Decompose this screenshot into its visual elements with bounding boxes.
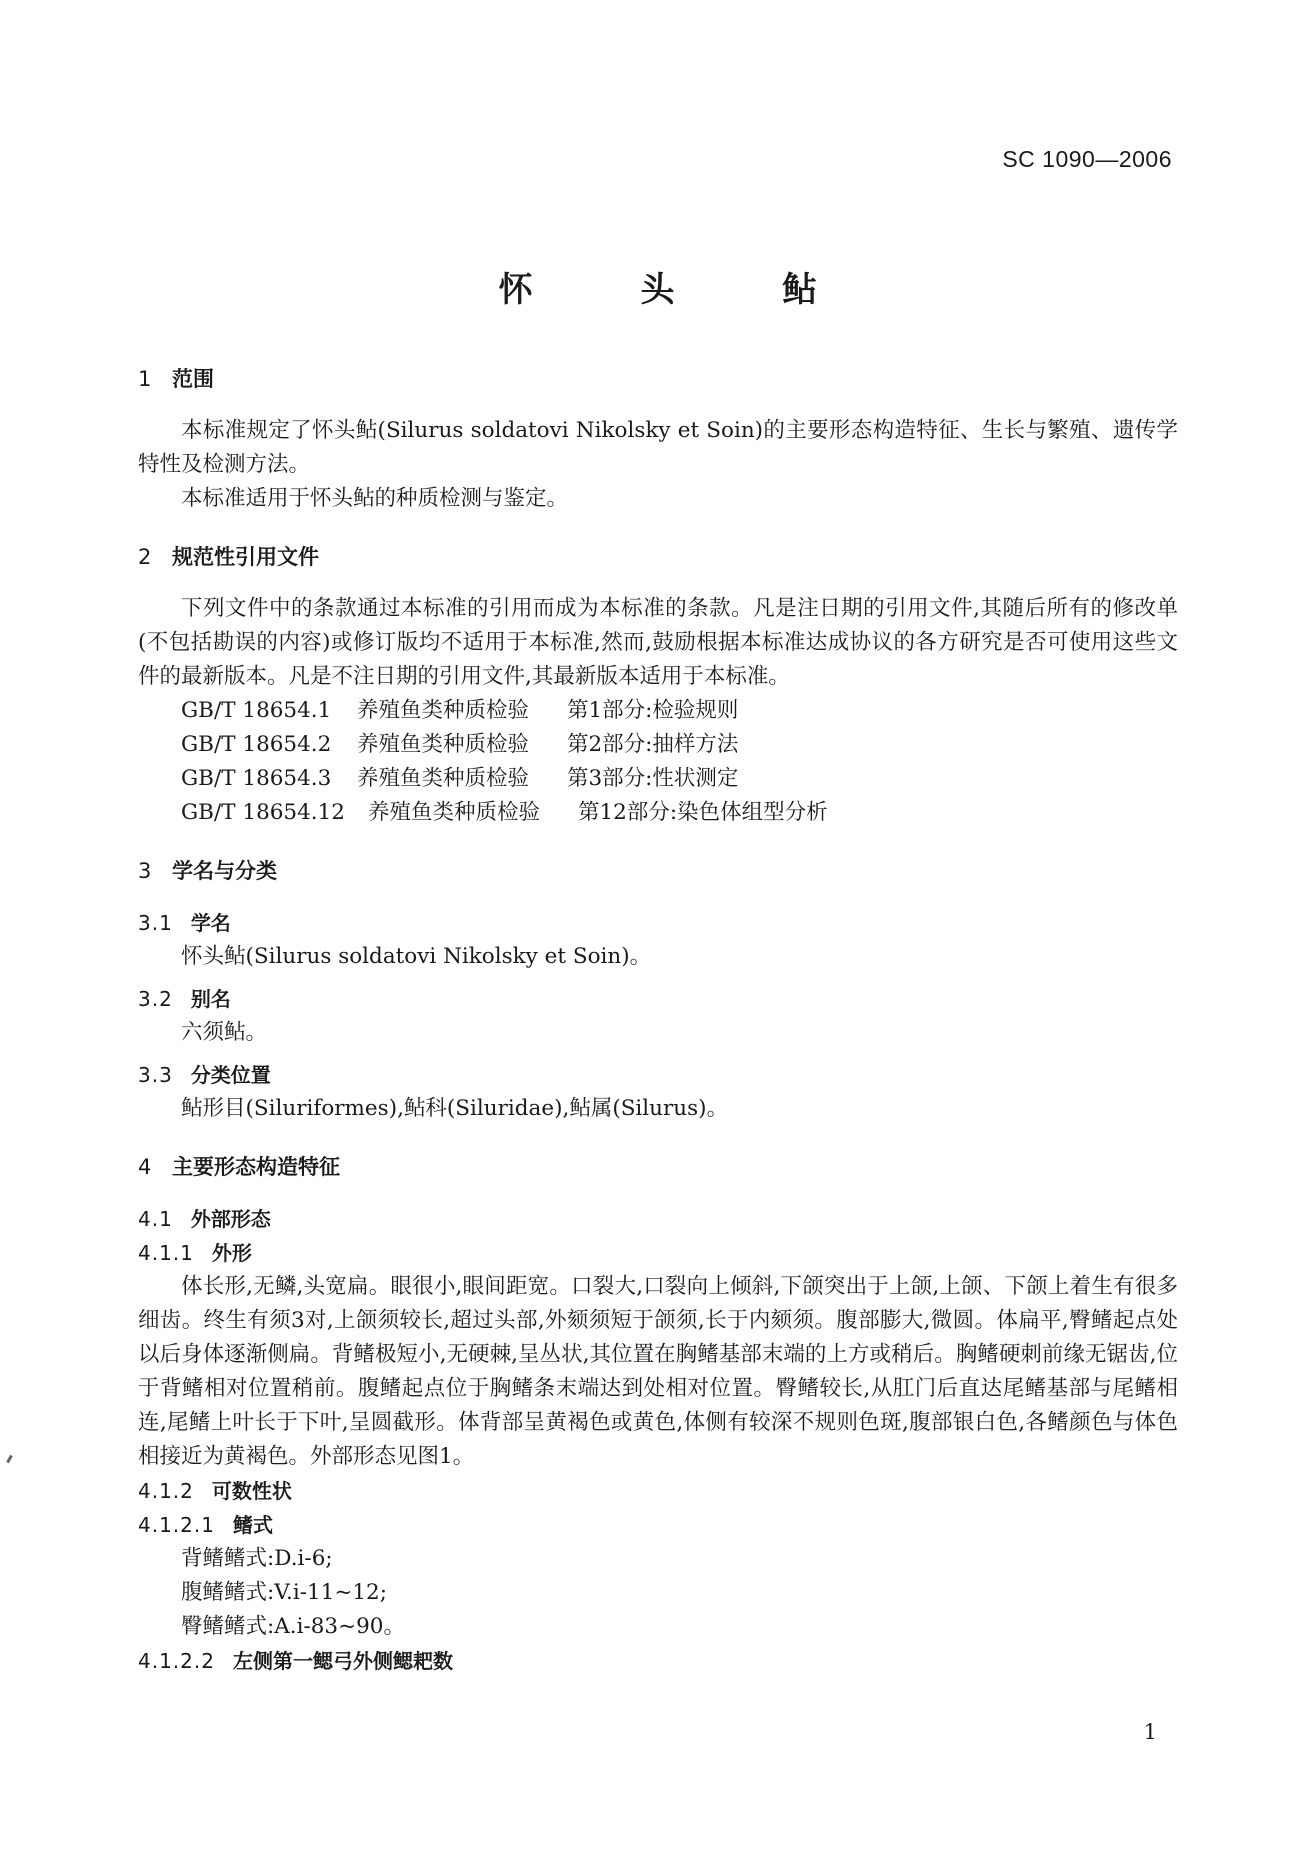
subsection-title: 可数性状	[211, 1479, 292, 1503]
subsection-4-1-1-heading	[138, 1236, 1178, 1270]
subsection-number: 4.1.2	[138, 1479, 194, 1503]
subsection-number: 3.3	[138, 1063, 173, 1087]
scan-speck	[6, 1455, 13, 1463]
section-2-heading	[138, 540, 1178, 574]
reference-part: 第3部分:性状测定	[567, 766, 739, 791]
fin-formula-line: 臀鳍鳍式:A.i-83~90。	[181, 1614, 405, 1639]
reference-part: 第2部分:抽样方法	[567, 732, 739, 757]
subsection-4-1-heading	[138, 1202, 1178, 1236]
section-title: 学名与分类	[172, 859, 277, 883]
reference-title: 养殖鱼类种质检验	[357, 766, 530, 791]
subsection-title: 外形	[211, 1241, 252, 1265]
paragraph: 下列文件中的条款通过本标准的引用而成为本标准的条款。凡是注日期的引用文件,其随后所有的修改单(不包括勘误的内容)或修订版均不适用于本标准,然而,鼓励根据本标准达成协议的各方研究是否可使用这些文件的最新版本。凡是不注日期的引用文件,其最新版本适用于本标准。	[138, 596, 1178, 689]
fin-formula-line: 腹鳍鳍式:V.i-11~12;	[181, 1580, 387, 1605]
subsection-3-2-heading	[138, 982, 1178, 1016]
reference-code: GB/T 18654.1	[181, 698, 332, 723]
subsection-4-1-2-2-heading	[138, 1644, 1178, 1678]
reference-part: 第1部分:检验规则	[567, 698, 739, 723]
section-number: 4	[138, 1155, 152, 1179]
section-number: 1	[138, 367, 152, 391]
document-body	[138, 362, 1178, 1678]
section-3-heading	[138, 854, 1178, 888]
fin-formula-line: 背鳍鳍式:D.i-6;	[181, 1546, 333, 1571]
section-number: 3	[138, 859, 152, 883]
section-title: 规范性引用文件	[172, 545, 319, 569]
reference-item	[138, 796, 1178, 830]
subsection-title: 分类位置	[190, 1063, 271, 1087]
paragraph: 鲇形目(Siluriformes),鲇科(Siluridae),鲇属(Silurus)。	[181, 1096, 729, 1121]
paragraph: 本标准适用于怀头鲇的种质检测与鉴定。	[181, 486, 569, 511]
subsection-title: 外部形态	[190, 1207, 271, 1231]
paragraph: 体长形,无鳞,头宽扁。眼很小,眼间距宽。口裂大,口裂向上倾斜,下颌突出于上颌,上颌、下颌上着生有很多细齿。终生有须3对,上颌须较长,超过头部,外颏须短于颌须,长于内颏须。腹部膨大,微圆。体扁平,臀鳍起点处以后身体逐渐侧扁。背鳍极短小,无硬棘,呈丛状,其位置在胸鳍基部末端的上方或稍后。胸鳍硬刺前缘无锯齿,位于背鳍相对位置稍前。腹鳍起点位于胸鳍条末端达到处相对位置。臀鳍较长,从肛门后直达尾鳍基部与尾鳍相连,尾鳍上叶长于下叶,呈圆截形。体背部呈黄褐色或黄色,体侧有较深不规则色斑,腹部银白色,各鳍颜色与体色相接近为黄褐色。外部形态见图1。	[138, 1274, 1178, 1469]
reference-item	[138, 728, 1178, 762]
standard-code: SC 1090—2006	[1002, 146, 1172, 172]
reference-title: 养殖鱼类种质检验	[368, 800, 541, 825]
reference-title: 养殖鱼类种质检验	[357, 732, 530, 757]
reference-part: 第12部分:染色体组型分析	[578, 800, 828, 825]
subsection-title: 左侧第一鳃弓外侧鳃耙数	[232, 1649, 453, 1673]
reference-item	[138, 762, 1178, 796]
reference-code: GB/T 18654.3	[181, 766, 332, 791]
section-number: 2	[138, 545, 152, 569]
page-number: 1	[1143, 1720, 1157, 1744]
subsection-number: 4.1.2.1	[138, 1513, 215, 1537]
document-title: 怀 头 鲇	[498, 270, 865, 310]
subsection-number: 3.2	[138, 987, 173, 1011]
subsection-number: 4.1	[138, 1207, 173, 1231]
subsection-4-1-2-1-heading	[138, 1508, 1178, 1542]
paragraph: 怀头鲇(Silurus soldatovi Nikolsky et Soin)。	[181, 944, 652, 969]
subsection-3-1-heading	[138, 906, 1178, 940]
subsection-title: 鳍式	[232, 1513, 273, 1537]
reference-code: GB/T 18654.2	[181, 732, 332, 757]
subsection-number: 4.1.2.2	[138, 1649, 215, 1673]
subsection-number: 3.1	[138, 911, 173, 935]
section-title: 范围	[172, 367, 214, 391]
section-4-heading	[138, 1150, 1178, 1184]
paragraph: 本标准规定了怀头鲇(Silurus soldatovi Nikolsky et Soin)的主要形态构造特征、生长与繁殖、遗传学特性及检测方法。	[138, 418, 1178, 477]
reference-list	[138, 694, 1178, 830]
subsection-number: 4.1.1	[138, 1241, 194, 1265]
reference-title: 养殖鱼类种质检验	[357, 698, 530, 723]
paragraph: 六须鲇。	[181, 1020, 268, 1045]
reference-code: GB/T 18654.12	[181, 800, 345, 825]
subsection-3-3-heading	[138, 1058, 1178, 1092]
section-title: 主要形态构造特征	[172, 1155, 340, 1179]
reference-item	[138, 694, 1178, 728]
subsection-title: 学名	[190, 911, 231, 935]
subsection-title: 别名	[190, 987, 231, 1011]
section-1-heading	[138, 362, 1178, 396]
subsection-4-1-2-heading	[138, 1474, 1178, 1508]
